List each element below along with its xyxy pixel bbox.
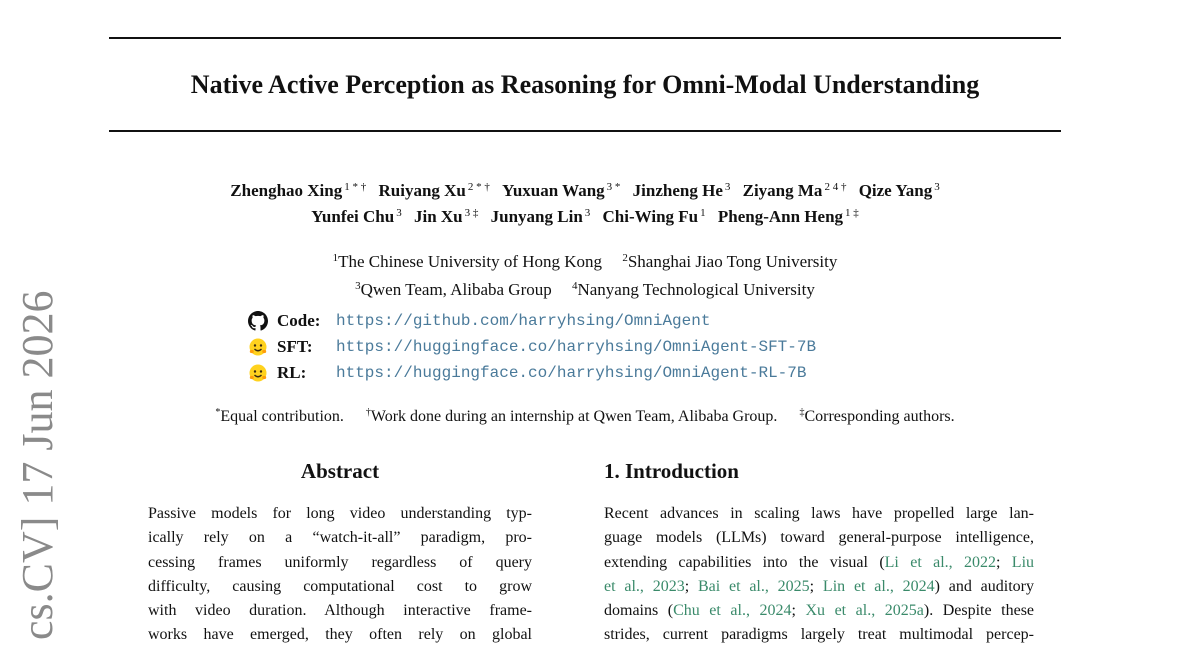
citation-link[interactable]: Liu xyxy=(1011,553,1035,571)
author-line-2 xyxy=(109,202,1061,228)
link-label: RL: xyxy=(277,363,307,382)
abstract-section xyxy=(148,458,532,648)
footnotes xyxy=(109,402,1061,428)
intro-line: strides, current paradigms largely treat multimodal percep- xyxy=(604,626,1034,644)
code-url-link[interactable]: https://github.com/harryhsing/OmniAgent xyxy=(336,312,711,330)
intro-line: Recent advances in scaling laws have propelled large lan- xyxy=(604,505,1034,522)
author: Yunfei Chu $^3$ xyxy=(311,207,402,226)
affiliation: $^4$Nanyang Technological University xyxy=(571,280,815,299)
author: Ruiyang Xu $^{2 * \dagger}$ xyxy=(378,181,490,200)
sft-url-link[interactable]: https://huggingface.co/harryhsing/OmniAgent-SFT-7B xyxy=(336,338,817,356)
introduction-text xyxy=(604,502,1034,648)
abstract-line: works have emerged, they often rely on global xyxy=(148,626,532,644)
intro-line: domains (Chu et al., 2024; Xu et al., 2025a). Despite these xyxy=(604,602,1035,620)
intro-line: guage models (LLMs) toward general-purpose intelligence, xyxy=(604,529,1034,547)
affiliation: $^3$Qwen Team, Alibaba Group xyxy=(355,280,552,299)
affiliation-line-1 xyxy=(109,246,1061,274)
author-list xyxy=(109,176,1061,228)
affiliations xyxy=(109,246,1061,302)
abstract-line: difficulty, causing computational cost to grow xyxy=(148,577,532,595)
author: Qize Yang $^3$ xyxy=(858,181,940,200)
paper-title: Native Active Perception as Reasoning for Omni-Modal Understanding xyxy=(190,70,980,99)
author: Zhenghao Xing $^{1 * \dagger}$ xyxy=(230,181,367,200)
citation-link[interactable]: Xu et al., 2025a xyxy=(805,602,924,620)
rl-url-link[interactable]: https://huggingface.co/harryhsing/OmniAgent-RL-7B xyxy=(336,364,807,382)
affiliation: $^1$The Chinese University of Hong Kong xyxy=(332,252,603,271)
author: Jinzheng He $^3$ xyxy=(632,181,731,200)
github-icon xyxy=(248,311,268,331)
author-line-1 xyxy=(109,176,1061,202)
link-row-sft xyxy=(248,334,816,360)
title-bottom-rule xyxy=(109,130,1061,132)
citation-link[interactable]: et al., 2023 xyxy=(604,577,685,595)
intro-line: extending capabilities into the visual (Li et al., 2022; Liu xyxy=(604,553,1035,571)
introduction-heading: 1. Introduction xyxy=(604,459,739,483)
abstract-heading: Abstract xyxy=(300,459,380,483)
intro-line: et al., 2023; Bai et al., 2025; Lin et al., 2024) and auditory xyxy=(604,577,1034,595)
affiliation: $^2$Shanghai Jiao Tong University xyxy=(622,252,838,271)
abstract-text xyxy=(148,502,532,648)
author: Pheng-Ann Heng $^{1 \ddagger}$ xyxy=(717,207,859,226)
abstract-line: Passive models for long video understanding typ- xyxy=(148,505,532,522)
link-row-code xyxy=(248,308,816,334)
link-label: Code: xyxy=(277,311,321,330)
author: Yuxuan Wang $^{3 *}$ xyxy=(502,181,621,200)
affiliation-line-2 xyxy=(109,274,1061,302)
author: Junyang Lin $^3$ xyxy=(490,207,591,226)
abstract-line: ically rely on a “watch-it-all” paradigm, pro- xyxy=(148,529,532,547)
resource-links xyxy=(248,308,816,386)
author: Chi-Wing Fu $^1$ xyxy=(602,207,706,226)
citation-link[interactable]: Li et al., 2022 xyxy=(884,553,996,571)
title-top-rule xyxy=(109,37,1061,39)
author: Ziyang Ma $^{2 4 \dagger}$ xyxy=(742,181,847,200)
citation-link[interactable]: Bai et al., 2025 xyxy=(697,577,810,595)
huggingface-icon xyxy=(248,337,268,357)
introduction-section xyxy=(604,458,1034,648)
huggingface-icon xyxy=(248,363,268,383)
arxiv-stamp: cs.CV] 17 Jun 2026 xyxy=(13,290,62,640)
link-row-rl xyxy=(248,360,816,386)
footnote-corresponding: ‡Corresponding authors. xyxy=(799,407,955,425)
abstract-line: cessing frames uniformly regardless of query xyxy=(148,553,532,571)
footnote-internship: †Work done during an internship at Qwen Team, Alibaba Group. xyxy=(365,407,778,425)
citation-link[interactable]: Chu et al., 2024 xyxy=(673,602,792,620)
link-label: SFT: xyxy=(277,337,313,356)
footnote-equal-contribution: *Equal contribution. xyxy=(215,407,344,425)
citation-link[interactable]: Lin et al., 2024 xyxy=(822,577,935,595)
author: Jin Xu $^{3 \ddagger}$ xyxy=(413,207,479,226)
abstract-line: with video duration. Although interactive frame- xyxy=(148,602,532,620)
